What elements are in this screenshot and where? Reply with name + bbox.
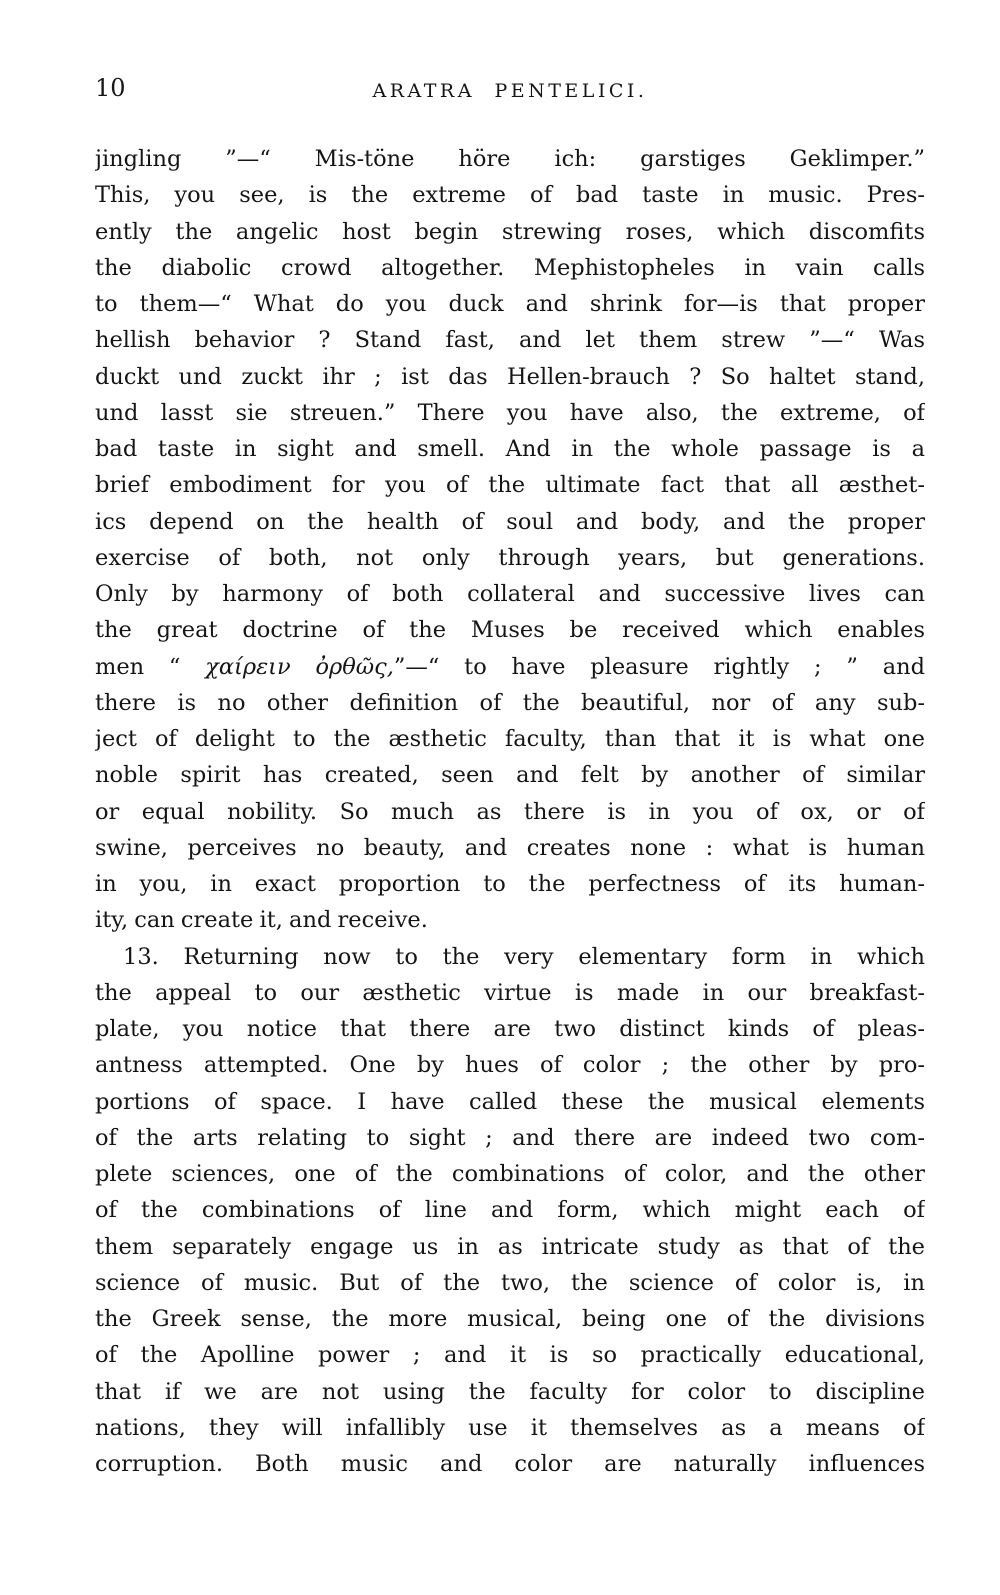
paragraph xyxy=(95,141,925,939)
text-line: corruption. Both music and color are naturally influences xyxy=(95,1451,925,1477)
text-line: und lasst sie streuen.” There you have also, the extreme, of xyxy=(95,399,925,426)
text-line: them separately engage us in as intricate study as that of the xyxy=(95,1233,925,1260)
text-line: the diabolic crowd altogether. Mephistopheles in vain calls xyxy=(95,254,925,281)
text-line: the Greek sense, the more musical, being one of the divisions xyxy=(95,1306,925,1332)
text-line: brief embodiment for you of the ultimate fact that all æsthet- xyxy=(95,472,925,499)
text-line: hellish behavior ? Stand fast, and let them strew ”—“ Was xyxy=(95,327,925,354)
running-title: ARATRA PENTELICI. xyxy=(372,80,648,102)
text-line: duckt und zuckt ihr ; ist das Hellen-brauch ? So haltet stand, xyxy=(95,363,925,390)
text-line: nations, they will infallibly use it themselves as a means of xyxy=(95,1414,925,1441)
text-line: Only by harmony of both collateral and successive lives can xyxy=(95,581,925,607)
text-line: the appeal to our æsthetic virtue is made in our breakfast- xyxy=(95,979,925,1006)
text-line: swine, perceives no beauty, and creates none : what is human xyxy=(95,834,925,861)
text-line: to them—“ What do you duck and shrink for—is that proper xyxy=(95,291,925,317)
text-line: there is no other definition of the beautiful, nor of any sub- xyxy=(95,689,925,716)
text-line: noble spirit has created, seen and felt by another of similar xyxy=(95,762,925,789)
text-line: ject of delight to the æsthetic faculty, than that it is what one xyxy=(95,726,925,752)
page-body xyxy=(95,141,925,1482)
text-segment: ”—“ to have pleasure rightly ; ” and xyxy=(393,653,925,680)
paragraph xyxy=(95,939,925,1483)
text-line: bad taste in sight and smell. And in the whole passage is a xyxy=(95,436,925,462)
text-line: ently the angelic host begin strewing roses, which discomfits xyxy=(95,218,925,245)
text-line: portions of space. I have called these the musical elements xyxy=(95,1088,925,1115)
text-segment: men “ xyxy=(95,653,206,680)
page-header xyxy=(95,74,925,106)
text-line: jingling ”—“ Mis-töne höre ich: garstiges Geklimper.” xyxy=(95,146,925,172)
text-line: of the combinations of line and form, which might each of xyxy=(95,1197,925,1224)
text-line: ics depend on the health of soul and body, and the proper xyxy=(95,508,925,535)
page-number: 10 xyxy=(95,74,126,102)
text-line: in you, in exact proportion to the perfectness of its human- xyxy=(95,871,925,897)
text-line: ity, can create it, and receive. xyxy=(95,907,428,934)
text-line: This, you see, is the extreme of bad taste in music. Pres- xyxy=(95,182,925,209)
text-line: plate, you notice that there are two distinct kinds of pleas- xyxy=(95,1016,925,1042)
text-line: antness attempted. One by hues of color ; the other by pro- xyxy=(95,1052,925,1079)
text-line: the great doctrine of the Muses be received which enables xyxy=(95,617,925,644)
text-line: exercise of both, not only through years, but generations. xyxy=(95,544,925,571)
greek-phrase: χαίρειν ὀρθῶς, xyxy=(205,653,394,680)
text-line: or equal nobility. So much as there is in you of ox, or of xyxy=(95,798,925,825)
text-line xyxy=(95,649,925,685)
text-line: 13. Returning now to the very elementary form in which xyxy=(123,943,925,970)
text-line: plete sciences, one of the combinations of color, and the other xyxy=(95,1161,925,1187)
text-line: science of music. But of the two, the science of color is, in xyxy=(95,1269,925,1296)
text-line: of the Apolline power ; and it is so practically educational, xyxy=(95,1342,925,1369)
text-line: of the arts relating to sight ; and there are indeed two com- xyxy=(95,1124,925,1151)
text-line: that if we are not using the faculty for color to discipline xyxy=(95,1378,925,1405)
